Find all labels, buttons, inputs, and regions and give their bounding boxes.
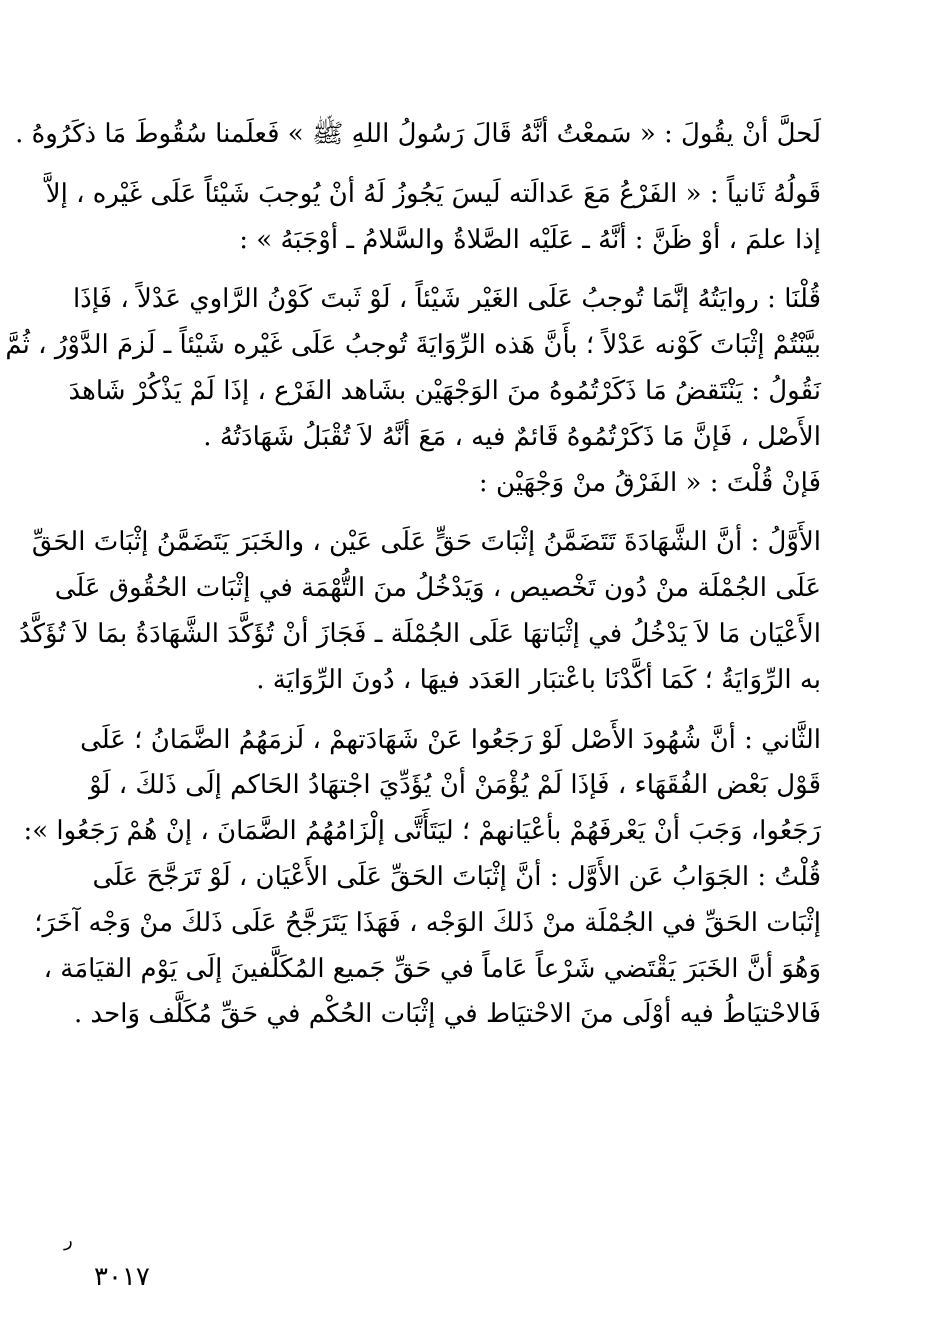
text-line: قَولُهُ ثَانياً : « الفَرْعُ مَعَ عَدالَته لَيسَ يَجُوزُ لَهُ أنْ يُوجبَ شَيْئاً عَلَى غَيْره ، إلاَّ — [45, 178, 821, 209]
text-line: الأَوَّلُ : أنَّ الشَّهَادَةَ تَتَضَمَّنُ إثْبَاتَ حَقٍّ عَلَى عَيْن ، والخَبَرَ يَتَضَمَّنُ إثْبَاتَ الحَقِّ — [31, 527, 821, 558]
text-line: عَلَى الجُمْلَة منْ دُون تَخْصيص ، وَيَدْخُلُ منَ التُّهْمَة في إثْبَات الحُقُوق عَلَى — [54, 573, 821, 604]
text-line: الثَّاني : أنَّ شُهُودَ الأَصْل لَوْ رَجَعُوا عَنْ شَهَادَتهمْ ، لَزمَهُمُ الضَّمَانُ ؛ عَلَى — [80, 724, 821, 755]
text-line: رَجَعُوا، وَجَبَ أنْ يَعْرفَهُمْ بأعْيَانهمْ ؛ ليَتَأَتَّى إلْزَامُهُمُ الضَّمَانَ ، إنْ هُمْ رَجَعُوا »: — [23, 816, 821, 847]
paragraph-5 — [19, 520, 821, 703]
paragraph-6 — [23, 718, 821, 855]
page-number: ٣٠١٧ — [94, 1262, 150, 1292]
text-line: الأَصْل ، فَإنَّ مَا ذَكَرْتُمُوهُ قَائمٌ فيه ، مَعَ أنَّهُ لاَ تُقْبَلُ شَهَادَتُهُ . — [203, 421, 821, 452]
text-line: فَالاحْتيَاطُ فيه أوْلَى منَ الاحْتيَاط في إثْبَات الحُكْم في حَقِّ مُكَلَّف وَاحد . — [74, 999, 821, 1030]
paragraph-1 — [15, 112, 821, 158]
paragraph-4 — [100, 461, 821, 507]
text-line: بيَّنْتُمْ إثْبَاتَ كَوْنه عَدْلاً ؛ بأَنَّ هَذه الرِّوَايَةَ تُوجبُ عَلَى غَيْره شَيْئاً ـ لَزمَ الدَّوْرُ ، ثُمَّ — [5, 330, 821, 361]
text-line: قُلْنَا : روايَتُهُ إنَّمَا تُوجبُ عَلَى الغَيْر شَيْئاً ، لَوْ ثَبتَ كَوْنُ الرَّاوي عَدْلاً ، فَإذَا — [72, 284, 821, 315]
text-line: الأَعْيَان مَا لاَ يَدْخُلُ في إثْبَاتهَا عَلَى الجُمْلَة ـ فَجَازَ أنْ تُؤَكَّدَ الشَّهَادَةُ بمَا لاَ تُؤَكَّدُ — [19, 618, 821, 649]
paragraph-2 — [45, 172, 821, 264]
body-text — [5, 112, 821, 1038]
text-line: قَوْل بَعْض الفُقَهَاء ، فَإذَا لَمْ يُؤْمَنْ أنْ يُؤَدِّيَ اجْتهَادُ الحَاكم إلَى ذَلكَ ، لَوْ — [89, 770, 821, 801]
paragraph-7 — [34, 855, 821, 1038]
text-line: لَحلَّ أنْ يقُولَ : « سَمعْتُ أنَّهُ قَالَ رَسُولُ اللهِ ﷺ » فَعلَمنا سُقُوطَ مَا ذكَرُوهُ . — [15, 119, 821, 149]
text-line: به الرِّوَايَةُ ؛ كَمَا أكَّدْنَا باعْتبَار العَدَد فيهَا ، دُونَ الرِّوَايَة . — [256, 664, 821, 695]
text-line: فَإنْ قُلْتَ : « الفَرْقُ منْ وَجْهَيْن : — [478, 467, 821, 498]
text-line: إثْبَات الحَقِّ في الجُمْلَة منْ ذَلكَ الوَجْه ، فَهَذَا يَتَرَجَّحُ عَلَى ذَلكَ منْ وَجْه آخَرَ؛ — [34, 907, 821, 938]
text-line: قُلْتُ : الجَوَابُ عَن الأَوَّل : أنَّ إثْبَاتَ الحَقِّ عَلَى الأَعْيَان ، لَوْ تَرَجَّحَ عَلَى — [92, 861, 821, 892]
text-line: إذا علمَ ، أوْ ظَنَّ : أنَّهُ ـ عَلَيْه الصَّلاةُ والسَّلامُ ـ أوْجَبَهُ » : — [239, 224, 821, 255]
text-line: وَهُوَ أنَّ الخَبَرَ يَقْتَضي شَرْعاً عَاماً في حَقِّ جَميع المُكَلَّفينَ إلَى يَوْم القيَامَة ، — [43, 953, 821, 984]
paragraph-3 — [5, 277, 821, 460]
signature-mark: ر — [64, 1230, 73, 1251]
text-line: نَقُولُ : يَنْتَقضُ مَا ذَكَرْتُمُوهُ منَ الوَجْهَيْن بشَاهد الفَرْع ، إذَا لَمْ يَذْكُرْ شَاهدَ — [68, 375, 821, 406]
